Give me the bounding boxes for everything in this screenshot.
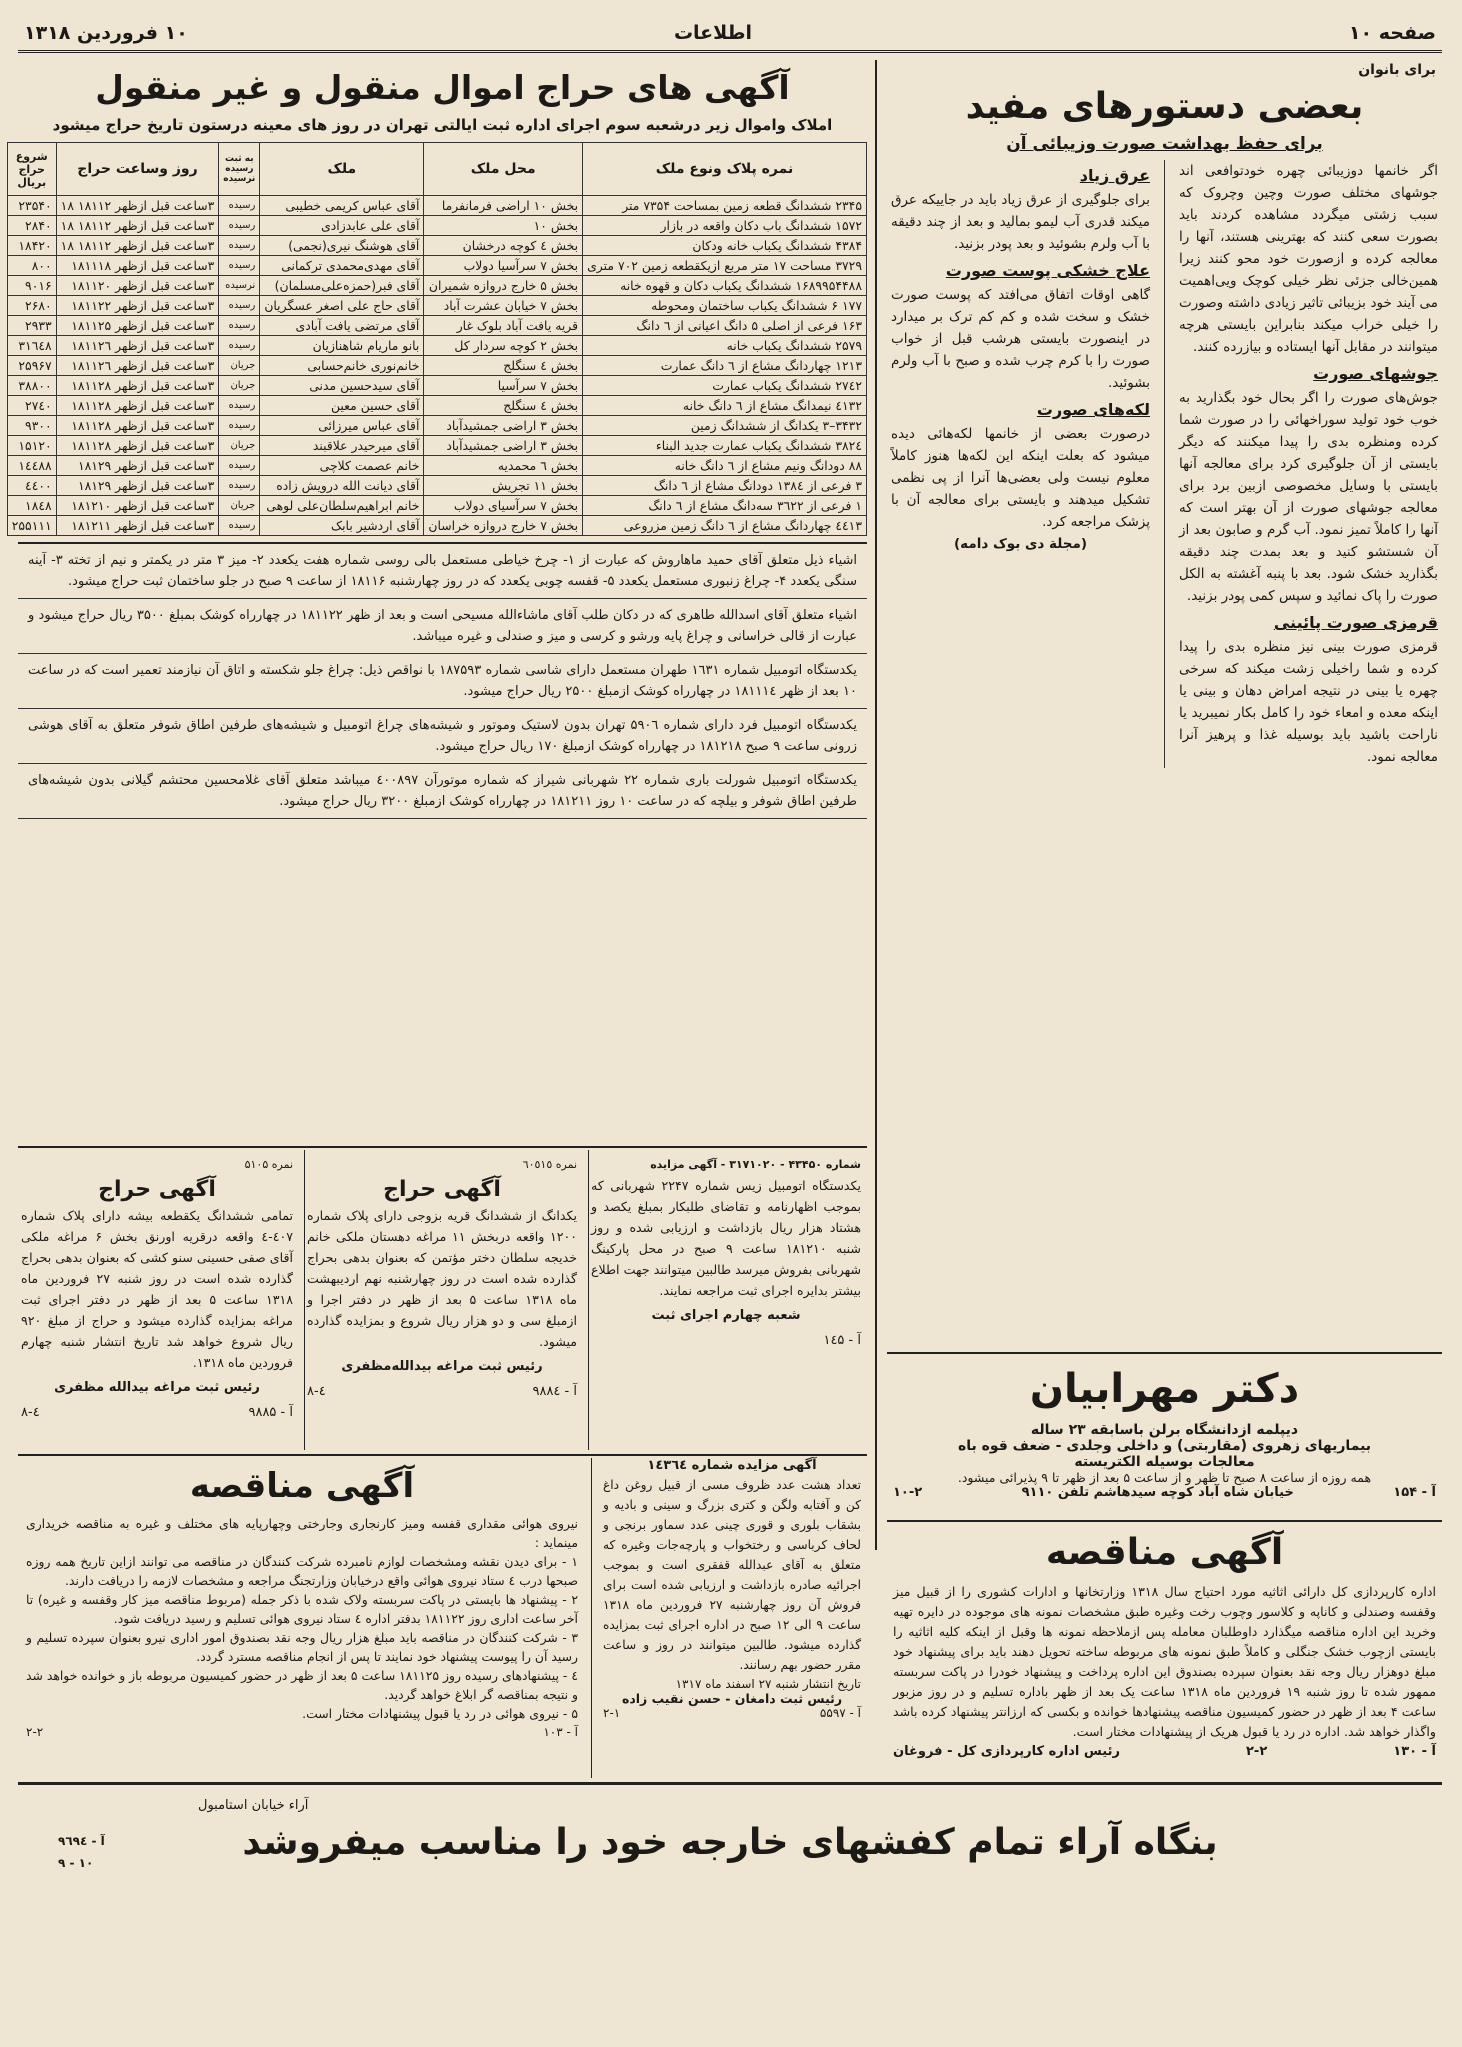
auction-cell: جریان: [219, 436, 260, 456]
auction-cell: ۳ساعت قبل ازظهر ۱۸۱۱۲۸: [56, 416, 219, 436]
ad-a3-title: آگهی حراج: [98, 1177, 216, 1202]
tender-1-title: آگهی مناقصه: [1045, 1532, 1284, 1573]
doctor-ad: [887, 1356, 1442, 1516]
small-ads-row: [18, 1150, 867, 1450]
auction-cell: قریه یافت آباد بلوک غار: [424, 316, 583, 336]
auction-note-1: اشیاء ذیل متعلق آقای حمید ماهاروش که عبارت از ۱- چرخ خیاطی مستعمل بالی روسی شماره هفت یکعدد ۲- میز ۳ متر در یکمتر و نیم از تخته ۳- آینه سنگی یکعدد ۴- چراغ زنبوری مستعمل یکعدد ۵- قفسه چوبی یکعدد که در روز چهارشنبه ۱۸۱۱۶ از ساعت ۹ صبح در جلو ساختمان ثبت حراج میشود.: [18, 544, 867, 599]
auction-subtitle: املاک واموال زیر درشعبه سوم اجرای اداره ثبت ایالتی تهران در روز های معینه درستون تاریخ حراج میشود: [52, 116, 833, 134]
auction-cell: رسیده: [219, 236, 260, 256]
auction-cell: بخش ۷ خیابان عشرت آباد: [424, 296, 583, 316]
ad-a3-text: تمامی ششدانگ یکقطعه بیشه دارای پلاک شماره ٤٠٧-٤ واقعه درقریه اورنق بخش ۶ مراغه ملکی آقای صفی حسینی سنو کشی که بعنوان بدهی بحراج گذارده شده است در روز شنبه ۲۷ فروردین ماه ۱۳۱۸ ساعت ۵ بعد از ظهر در دفتر اجرای ثبت مراغه بمزایده گذارده میشود و حراج از مبلغ ۹۲۰ ریال شروع خواهد شد تاریخ انتشار شنبه چهارم فروردین ماه ۱۳۱۸.: [21, 1208, 294, 1370]
ad-a3-head: نمره ۵۱۰۵: [244, 1158, 293, 1171]
auction-cell: ۳ساعت قبل ازظهر ۱۸۱۲۹: [56, 456, 219, 476]
auction-cell: آقای حسین معین: [260, 396, 424, 416]
auction-cell: ٤۱۳۲ نیمدانگ مشاع از ٦ دانگ خانه: [583, 396, 867, 416]
auction-row: [7, 216, 866, 236]
auction-cell: ۳ساعت قبل ازظهر ۱۸۱۱۲ ۱۸: [56, 236, 219, 256]
section-label: برای بانوان: [1358, 62, 1436, 78]
page-header: [18, 10, 1442, 53]
col-registered: به ثبت رسیده نرسیده: [219, 143, 260, 196]
tender-1-number: ۲-۲: [1245, 1744, 1268, 1759]
auction-cell: ۳ساعت قبل ازظهر ۱۸۱۱۲٦: [56, 356, 219, 376]
auction-ad-a4: [597, 1458, 867, 1778]
auction-cell: ۱۶۸۹۹۵۴۴۸۸ ششدانگ یکباب دکان و قهوه خانه: [583, 276, 867, 296]
auction-cell: ۳ساعت قبل ازظهر ۱۸۱۱۲۲: [56, 296, 219, 316]
heading-sweat: عرق زیاد: [1079, 166, 1150, 185]
auction-cell: ۳۸۲٤ ششدانگ یکباب عمارت جدید البناء: [583, 436, 867, 456]
auction-row: [7, 416, 866, 436]
doctor-line-3: معالجات بوسیله الکتریسته: [1074, 1454, 1255, 1470]
ad-a4-title: آگهی مزایده شماره ۱٤۳٦٤: [647, 1458, 817, 1473]
auction-cell: آقای فبر(حمزه‌علی‌مسلمان): [260, 276, 424, 296]
article-intro: اگر خانمها دوزیبائی چهره خودتوافعی اند جوشهای مختلف صورت وچین وچروک که سبب زشتی میگردد مشاهده کردند باید بصورت سعی کنند که بهترینی هستند، آنها را معالجه کرده و ازصورت خود محو کنند زیرا همین‌خالی جزئی نظر خیلی کوچک ویی‌اهمیت می آیند خود بزیبائی تاثیر زیادی داشته وصورت را خیلی خراب میکند بنابراین بایستی هرچه میتوانند در مقابل آنها ایستاده و بیازرده کنند.: [1179, 163, 1438, 355]
ad-a2-code: آ - ۹۸۸٤: [532, 1384, 577, 1399]
doctor-hours: همه روزه از ساعت ۸ صبح تا ظهر و از ساعت ۵ بعد از ظهر تا ۹ پذیرائی میشود.: [957, 1470, 1372, 1485]
article-subtitle: برای حفظ بهداشت صورت وزیبائی آن: [1006, 134, 1323, 154]
paragraph-dry-skin: گاهی اوقات اتفاق می‌افتد که پوست صورت خشک و سخت شده و کم کم ترک بر میدارد در اینصورت بایستی هرشب قبل از خواب صورت را با کرم چرب شده و صبح با آب ولرم بشوئید.: [891, 287, 1150, 391]
auction-cell: خانم‌نوری خانم‌حسابی: [260, 356, 424, 376]
auction-row: [7, 396, 866, 416]
auction-cell: آقای هوشنگ نیری(نجمی): [260, 236, 424, 256]
auction-cell: ٤٤۱۳ چهاردانگ مشاع از ٦ دانگ زمین مزروعی: [583, 516, 867, 536]
tender-2-item-5: ۵ - نیروی هوائی در رد یا قبول پیشنهادات مختار است.: [302, 1706, 578, 1721]
heading-spots: لکه‌های صورت: [1036, 400, 1150, 419]
auction-cell: رسیده: [219, 296, 260, 316]
doctor-name: دکتر مهرابیان: [1029, 1366, 1300, 1412]
doctor-address: خیابان شاه آباد کوچه سیدهاشم تلفن ۹۱۱۰: [1021, 1485, 1294, 1500]
auction-cell: بخش ۱۰ اراضی فرمانفرما: [424, 196, 583, 216]
ad-a1-text: یکدستگاه اتومبیل زیس شماره ۲۲۴۷ شهربانی که بموجب اظهارنامه و تقاضای طلبکار بمبلغ یکصد و هشتاد هزار ریال بازداشت و ارزیابی شده و روز شنبه ۱۸۱۲۱۰ ساعت ۹ صبح در محل پارکینگ شهربانی بفروش میرسد طالبین میتوانند جهت اطلاع بیشتر بدایره اجرای ثبت مراجعه نمایند.: [591, 1178, 861, 1298]
auction-cell: ۱۵۷۲ ششدانگ باب دکان واقعه در بازار: [583, 216, 867, 236]
auction-cell: رسیده: [219, 336, 260, 356]
auction-cell: رسیده: [219, 476, 260, 496]
auction-cell: ۲۳۵۴۰: [7, 196, 56, 216]
auction-cell: ٤٤۰۰: [7, 476, 56, 496]
auction-cell: ۳ساعت قبل ازظهر ۱۸۱۱۲ ۱۸: [56, 196, 219, 216]
shoe-ad-code: آ - ۹٦۹٤: [58, 1834, 105, 1848]
tender-1-text: اداره کارپردازی کل دارائی اثاثیه مورد احتیاج سال ۱۳۱۸ وزارتخانها و ادارات کشوری را از قبیل میز وقفسه وصندلی و کاناپه و کلاسور وچوب رخت وغیره طبق مشخصات نمونه های موجوده در دایره تهیه وخرید این اداره مناقصه میگذارد داوطلبان معامله پس ازملاحظه نمونه ها وقبل از اینکه کلیه اثاثیه را بایستی ازچوب خشک جنگلی و کاملاً طبق نمونه های مربوطه ساخته تحویل دهند باید برای پیشنهاد خود مبلغ دوهزار ریال وجه نقد بعنوان سپرده بصندوق این اداره پرداخت و پیشنهاد خودرا در پاکت سربسته ممهور شده تا روز شنبه ۱۹ فروردین ماه ۱۳۱۸ ساعت یک بعد از ظهر باداره تسلیم و در روز مزبور ساعت ۴ بعد از ظهر در حضور کمیسیون مناقصه پیشنهادها خوانده و بکسی که ارزانتر پیشنهاد کرده باشد واگذار خواهد شد. اداره در رد یا قبول هریک از پیشنهادات مختار است.: [893, 1584, 1436, 1739]
auction-cell: ۳ساعت قبل ازظهر ۱۸۱۱۲۸: [56, 376, 219, 396]
auction-row: [7, 496, 866, 516]
auction-cell: ۳۱٦٤٨: [7, 336, 56, 356]
tender-2-item-2: ۲ - پیشنهاد ها بایستی در پاکت سربسته ولاک شده با ذکر جمله (مربوط مناقصه میز کار وقفسه و غیره) تا آخر ساعت اداری روز ۱۸۱۱۲۲ بدفتر اداره ٤ ستاد نیروی هوائی تسلیم و رسید دریافت شود.: [26, 1592, 578, 1626]
auction-cell: رسیده: [219, 256, 260, 276]
auction-cell: ۱۶۳ فرعی از اصلی ۵ دانگ اعیانی از ٦ دانگ: [583, 316, 867, 336]
auction-cell: ۲۵۷۹ ششدانگ یکباب خانه: [583, 336, 867, 356]
auction-cell: آقای عباس میرزائی: [260, 416, 424, 436]
auction-ad-a2: [301, 1150, 583, 1450]
article-title: بعضی دستورهای مفید: [965, 86, 1364, 127]
newspaper-page: [11, 10, 1442, 2035]
auction-cell: ۳ فرعی از ۱۳۸٤ دودانگ مشاع از ٦ دانگ: [583, 476, 867, 496]
auction-table-header: [7, 143, 866, 196]
ad-a1-sign: شعبه چهارم اجرای ثبت: [651, 1308, 801, 1323]
auction-cell: بخش ٤ سنگلج: [424, 356, 583, 376]
column-divider: [875, 60, 877, 1550]
auction-ad-a3: [15, 1150, 299, 1450]
paragraph-redness: قرمزی صورت بینی نیز منظره بدی را پیدا کرده و شما راخیلی زشت میکند که سرخی چهره یا بینی در نتیجه امراض دهان و بینی یا اینکه معده و امعاء خود را کامل بکار نمیبرید یا ناراحت باشید باید بوسیله غذا و پرهیز آنرا معالجه نمود.: [1179, 639, 1438, 765]
auction-note-5: یکدستگاه اتومبیل شورلت باری شماره ۲۲ شهربانی شیراز که شماره موتورآن ٤۰۰۸۹۷ میباشد متعلق آقای غلامحسین محتشم گیلانی بدون شیشه‌های طرفین اطاق شوفر و بیلچه که در ساعت ۱۰ روز ۱۸۱۲۱۱ در چهارراه کوشک ازمبلغ ۳۲۰۰ ریال حراج میشود.: [18, 764, 867, 819]
women-section: [887, 60, 1442, 1350]
auction-cell: ۱۵۱۲۰: [7, 436, 56, 456]
tender-2-item-4: ٤ - پیشنهادهای رسیده روز ۱۸۱۱۲۵ ساعت ۵ بعد از ظهر در حضور کمیسیون مربوطه باز و خوانده خواهد شد و نتیجه بمناقصه گر ابلاغ خواهد گردید.: [26, 1668, 578, 1702]
tender-1-code: آ - ۱۳۰: [1393, 1744, 1436, 1759]
auction-cell: ۱۲۱۳ چهاردانگ مشاع از ٦ دانگ عمارت: [583, 356, 867, 376]
auction-cell: بخش ۵ خارج دروازه شمیران: [424, 276, 583, 296]
ad-a4-date: تاریخ انتشار شنبه ۲۷ اسفند ماه ۱۳۱۷: [675, 1677, 861, 1691]
col-location: محل ملک: [424, 143, 583, 196]
auction-cell: ۳ساعت قبل ازظهر ۱۸۱۲۱۱: [56, 516, 219, 536]
doctor-number: ۱۰-۲: [893, 1485, 923, 1500]
auction-cell: ۳ساعت قبل ازظهر ۱۸۱۲۱۰: [56, 496, 219, 516]
tender-ad-2: [18, 1458, 586, 1778]
auction-cell: ۳ساعت قبل ازظهر ۱۸۱۱۲ ۱۸: [56, 216, 219, 236]
auction-cell: ۳ساعت قبل ازظهر ۱۸۱۱۲۸: [56, 436, 219, 456]
auction-note-2: اشیاء متعلق آقای اسدالله طاهری که در دکان طلب آقای ماشاءالله مسیحی است و بعد از ظهر ۱۸۱۱۲۲ در چهارراه کوشک بمبلغ ۳۵۰۰ ریال حراج میشود و عبارت از قالی خراسانی و چراغ پایه ورشو و کرسی و میز و صندلی و غیره میباشد.: [18, 599, 867, 654]
paragraph-acne: جوش‌های صورت را اگر بحال خود بگذارید به خوب خود تولید سوراخهائی را در صورت شما کرده ومنظره بدی را پیدا میکنند که دیگر بایستی از آن جلوگیری کرد برای معالجه آنها بایستی با وسایل مخصوصی ازبین برد برای معالجه جوشهای صورت از آن بهتر است که آنها را کاملاً تمیز نمود. آب گرم و صابون بعد از آن شستشو کنید و بعد بمدت چند دقیقه بگذارید خشک شود. بعد با پنبه آغشته به الکل صورت را پاک نمائید و سپس کمی پودر بزنید.: [1179, 390, 1438, 604]
auction-cell: ۱ فرعی از ۳٦۲۲ سه‌دانگ مشاع از ٦ دانگ: [583, 496, 867, 516]
auction-cell: ۲۷٤۰: [7, 396, 56, 416]
auction-cell: ۹۳۰۰: [7, 416, 56, 436]
tender-2-item-3: ۳ - شرکت کنندگان در مناقصه باید مبلغ هزار ریال وجه نقد بصندوق امور اداری نیرو بعنوان سپرده تسلیم و رسید آن را پیوست پیشنهاد خود نمایند تا پس از انجام مناقصه مسترد گردد.: [26, 1630, 578, 1664]
auction-cell: آقای مرتضی یافت آبادی: [260, 316, 424, 336]
auction-cell: ۴۳۸۴ ششدانگ یکباب خانه ودکان: [583, 236, 867, 256]
auction-row: [7, 196, 866, 216]
auction-cell: رسیده: [219, 396, 260, 416]
ad-a2-title: آگهی حراج: [383, 1177, 501, 1202]
auction-cell: آقای علی عابدزادی: [260, 216, 424, 236]
auction-cell: آقای میرحیدر علاقبند: [260, 436, 424, 456]
auction-cell: بخش ۷ خارج دروازه خراسان: [424, 516, 583, 536]
doctor-line-1: دیپلمه ازدانشگاه برلن باسابقه ۲۳ ساله: [1030, 1422, 1299, 1438]
auction-cell: خانم ابراهیم‌سلطان‌علی لوهی: [260, 496, 424, 516]
auction-cell: ۳ساعت قبل ازظهر ۱۸۱۱۲۰: [56, 276, 219, 296]
auction-cell: رسیده: [219, 456, 260, 476]
tender-2-title: آگهی مناقصه: [189, 1466, 415, 1506]
auction-cell: خانم عصمت کلاچی: [260, 456, 424, 476]
auction-cell: بخش ۷ سرآسیای دولاب: [424, 496, 583, 516]
tender-2-code: آ - ۱۰۳: [543, 1725, 578, 1739]
shoe-ad-number: ۱۰ - ۹: [58, 1856, 94, 1870]
auction-cell: ۲۸۴۰: [7, 216, 56, 236]
ad-a3-sign: رئیس ثبت مراغه بیدالله مظفری: [54, 1380, 260, 1395]
shoe-store-ad: [18, 1788, 1442, 1888]
auction-cell: بخش ۳ اراضی جمشیدآباد: [424, 416, 583, 436]
col-start-price: شروع حراج بریال: [7, 143, 56, 196]
auction-cell: آقای سیدحسین مدنی: [260, 376, 424, 396]
tender-ad-1: [887, 1524, 1442, 1774]
auction-cell: رسیده: [219, 416, 260, 436]
ad-a2-head: نمره ٦٠٥١٥: [522, 1158, 577, 1171]
auction-cell: آقای مهدی‌محمدی ترکمانی: [260, 256, 424, 276]
ad-a1-code: آ - ۱٤۵: [823, 1333, 861, 1348]
auction-cell: بخش ۷ سرآسیا دولاب: [424, 256, 583, 276]
auction-cell: رسیده: [219, 516, 260, 536]
ad-a2-text: یکدانگ از ششدانگ قریه بزوجی دارای پلاک شماره ۱۲۰۰ واقعه دربخش ۱۱ مراغه دهستان ملکی خانم خدیجه سلطان دختر مؤتمن که بعنوان بدهی بحراج گذارده شده است در روز چهارشنبه نهم اردیبهشت ماه ۱۳۱۸ ساعت ۵ بعد از ظهر در دفتر اجرا و ازمبلغ سی و دو هزار ریال شروع و بمزایده گذارده میشود.: [307, 1208, 578, 1349]
auction-ad-a1: [585, 1150, 867, 1450]
auction-cell: بخش ۱۰: [424, 216, 583, 236]
auction-row: [7, 256, 866, 276]
auction-cell: بخش ۱۱ تجریش: [424, 476, 583, 496]
shoe-ad-headline: بنگاه آراء تمام کفشهای خارجه خود را مناسب میفروشد: [242, 1822, 1218, 1863]
auction-row: [7, 316, 866, 336]
heading-redness: قرمزی صورت پائینی: [1273, 613, 1438, 632]
shoe-ad-small: آراء خیابان استامبول: [198, 1798, 309, 1813]
col-plate: نمره پلاک ونوع ملک: [583, 143, 867, 196]
auction-cell: جریان: [219, 376, 260, 396]
auction-table: [7, 142, 867, 536]
auction-cell: بخش ۳ اراضی جمشیدآباد: [424, 436, 583, 456]
auction-cell: ۱٤٤۸۸: [7, 456, 56, 476]
ad-a4-sign: رئیس ثبت دامغان - حسن نقیب زاده: [621, 1691, 843, 1706]
paragraph-sweat: برای جلوگیری از عرق زیاد باید در جاییکه عرق میکند قدری آب لیمو بمالید و بعد از چند دقیقه با آب ولرم بشوئید و بعد پودر بزنید.: [891, 192, 1150, 252]
tender-2-item-1: ۱ - برای دیدن نقشه ومشخصات لوازم نامبرده شرکت کنندگان در مناقصه می توانند ازاین تاریخ همه روزه صبحها درب ٤ ستاد نیروی هوائی واقع درخیابان وزارتجنگ مراجعه و مشخصات لازمه را دریافت دارند.: [26, 1554, 578, 1588]
auction-cell: ۳ساعت قبل ازظهر ۱۸۱۱۲۸: [56, 396, 219, 416]
auction-cell: ۱۷۷ ۶ ششدانگ یکباب ساختمان ومحوطه: [583, 296, 867, 316]
auction-cell: ۸۰۰: [7, 256, 56, 276]
article-column-left: [891, 160, 1150, 768]
auction-title: آگهی های حراج اموال منقول و غیر منقول: [95, 68, 790, 107]
auction-row: [7, 516, 866, 536]
auction-cell: ۲۳۴۵ ششدانگ قطعه زمین بمساحت ۷۳۵۴ متر: [583, 196, 867, 216]
auction-cell: بخش ۲ کوچه سردار کل: [424, 336, 583, 356]
auction-cell: ۳۸۸۰۰: [7, 376, 56, 396]
tender-1-signature: رئیس اداره کارپردازی کل - فروغان: [893, 1744, 1120, 1759]
auction-cell: ۲۵۵۱۱۱: [7, 516, 56, 536]
auction-row: [7, 456, 866, 476]
auction-row: [7, 476, 866, 496]
auction-cell: بانو ماریام شاهنازیان: [260, 336, 424, 356]
tender-2-number: ۲-۲: [26, 1725, 44, 1739]
auction-cell: ۲۹۳۳: [7, 316, 56, 336]
auction-row: [7, 336, 866, 356]
auction-cell: بخش ۷ سرآسیا: [424, 376, 583, 396]
auction-cell: ۲۶۸۰: [7, 296, 56, 316]
auction-cell: آقای دیانت الله درویش زاده: [260, 476, 424, 496]
article-source: (مجلة دی بوک دامه): [954, 536, 1087, 552]
heading-acne: جوشهای صورت: [1313, 364, 1438, 383]
auction-cell: آقای حاج علی اصغر عسگریان: [260, 296, 424, 316]
auction-cell: ۳ساعت قبل ازظهر ۱۸۱۱۱۸: [56, 256, 219, 276]
issue-date: ۱۰ فروردین ۱۳۱۸: [24, 22, 188, 44]
ad-a4-text: تعداد هشت عدد ظروف مسی از قبیل روغن داغ کن و آفتابه ولگن و کتری بزرگ و سینی و بادیه و بشقاب بلوری و قوری چینی عدد سماور برنجی و لحاف کرباسی و رختخواب و پارچه‌جات وغیره که متعلق به آقای عبدالله قفقری است و بموجب اجرائیه صادره بازداشت و ارزیابی شده است برای فروش آن روز چهارشنبه ۲۷ فروردین ماه ۱۳۱۸ ساعت ۹ الی ۱۲ صبح در اداره اجرای ثبت بمزایده گذارده میشود. طالبین میتوانند در روز و ساعت مقرر حضور بهم رسانند.: [603, 1478, 861, 1672]
auction-note-4: یکدستگاه اتومبیل فرد دارای شماره ۵۹۰٦ تهران بدون لاستیک وموتور و شیشه‌های چراغ اتومبیل و شیشه‌های طرفین اطاق شوفر متعلق به آقای هوشی زرونی ساعت ۹ صبح ۱۸۱۲۱۸ در چهارراه کوشک ازمبلغ ۱۷۰ ریال حراج میشود.: [18, 709, 867, 764]
auction-cell: ۳ساعت قبل ازظهر ۱۸۱۱۲٦: [56, 336, 219, 356]
auction-cell: ۱۸٤۸: [7, 496, 56, 516]
auction-cell: ۳۴۳۲–۳ یکدانگ از ششدانگ زمین: [583, 416, 867, 436]
auction-cell: بخش ٤ سنگلج: [424, 396, 583, 416]
article-column-right: [1179, 160, 1438, 768]
page-number: صفحه ۱۰: [1348, 22, 1436, 44]
ad-a2-number: ٤-۸: [307, 1384, 326, 1399]
auction-row: [7, 236, 866, 256]
auction-cell: ۳ساعت قبل ازظهر ۱۸۱۱۲۵: [56, 316, 219, 336]
ad-a1-head: شماره ۴۳۴۵۰ - ۳۱۷۱۰۲۰ - آگهی مزایده: [650, 1158, 861, 1171]
ad-a3-number: ٤-۸: [21, 1405, 40, 1420]
auction-cell: ۲۵۹۶۷: [7, 356, 56, 376]
auction-cell: ۲۷٤۲ ششدانگ یکباب عمارت: [583, 376, 867, 396]
auction-cell: ۸۸ دودانگ ونیم مشاع از ٦ دانگ خانه: [583, 456, 867, 476]
auction-row: [7, 376, 866, 396]
paragraph-spots: درصورت بعضی از خانمها لکه‌هائی دیده میشود که بعلت اینکه این لکه‌ها هنوز کاملاً معلوم نیست ولی بعضی‌ها آنرا از پی نظمی تشکیل میدهند و بایستی برای معالجه آن با پزشک مراجعه کرد.: [891, 426, 1150, 530]
heading-dry-skin: علاج خشکی پوست صورت: [945, 261, 1150, 280]
ad-a3-code: آ - ۹۸۸۵: [248, 1405, 293, 1420]
doctor-code: آ - ۱۵۴: [1393, 1485, 1436, 1500]
col-date: روز وساعت حراج: [56, 143, 219, 196]
ad-a2-sign: رئیس ثبت مراغه بیدالله‌مظفری: [341, 1359, 543, 1374]
auction-cell: جریان: [219, 496, 260, 516]
newspaper-name: اطلاعات: [673, 22, 752, 44]
auction-cell: جریان: [219, 356, 260, 376]
auction-row: [7, 276, 866, 296]
col-owner: ملک: [260, 143, 424, 196]
auction-section: [11, 60, 867, 1140]
doctor-line-2: بیماریهای زهروی (مقاربتی) و داخلی وجلدی - ضعف قوه باه: [957, 1438, 1372, 1454]
auction-row: [7, 296, 866, 316]
auction-cell: نرسیده: [219, 276, 260, 296]
ad-a4-number: ۲-۱: [603, 1706, 621, 1720]
auction-row: [7, 436, 866, 456]
auction-cell: رسیده: [219, 216, 260, 236]
auction-cell: آقای عباس کریمی خطیبی: [260, 196, 424, 216]
tender-2-intro: نیروی هوائی مقداری قفسه ومیز کارنجاری وجارختی وچهارپایه های مختلف و غیره به مناقصه خریداری مینماید :: [26, 1516, 578, 1550]
auction-note-3: یکدستگاه اتومبیل شماره ۱٦۳۱ طهران مستعمل دارای شاسی شماره ۱۸۷۵۹۳ با نواقص ذیل: چراغ جلو شکسته و اتاق آن نیازمند تعمیر است که در ساعت ۱۰ بعد از ظهر ۱۸۱۱۱٤ در چهارراه کوشک ازمبلغ ۲۵۰۰ ریال حراج میشود.: [18, 654, 867, 709]
auction-cell: ۳ساعت قبل ازظهر ۱۸۱۲۹: [56, 476, 219, 496]
auction-cell: رسیده: [219, 316, 260, 336]
auction-row: [7, 356, 866, 376]
auction-cell: ۱۸۴۲۰: [7, 236, 56, 256]
auction-cell: بخش ٤ کوچه درخشان: [424, 236, 583, 256]
auction-cell: ۹۰۱۶: [7, 276, 56, 296]
auction-cell: بخش ٦ محمدیه: [424, 456, 583, 476]
ad-a4-code: آ - ۵۵۹۷: [819, 1706, 861, 1720]
auction-cell: رسیده: [219, 196, 260, 216]
auction-cell: آقای اردشیر بابک: [260, 516, 424, 536]
auction-cell: ۳۷۲۹ مساحت ۱۷ متر مربع ازیکقطعه زمین ۷۰۲ متری: [583, 256, 867, 276]
